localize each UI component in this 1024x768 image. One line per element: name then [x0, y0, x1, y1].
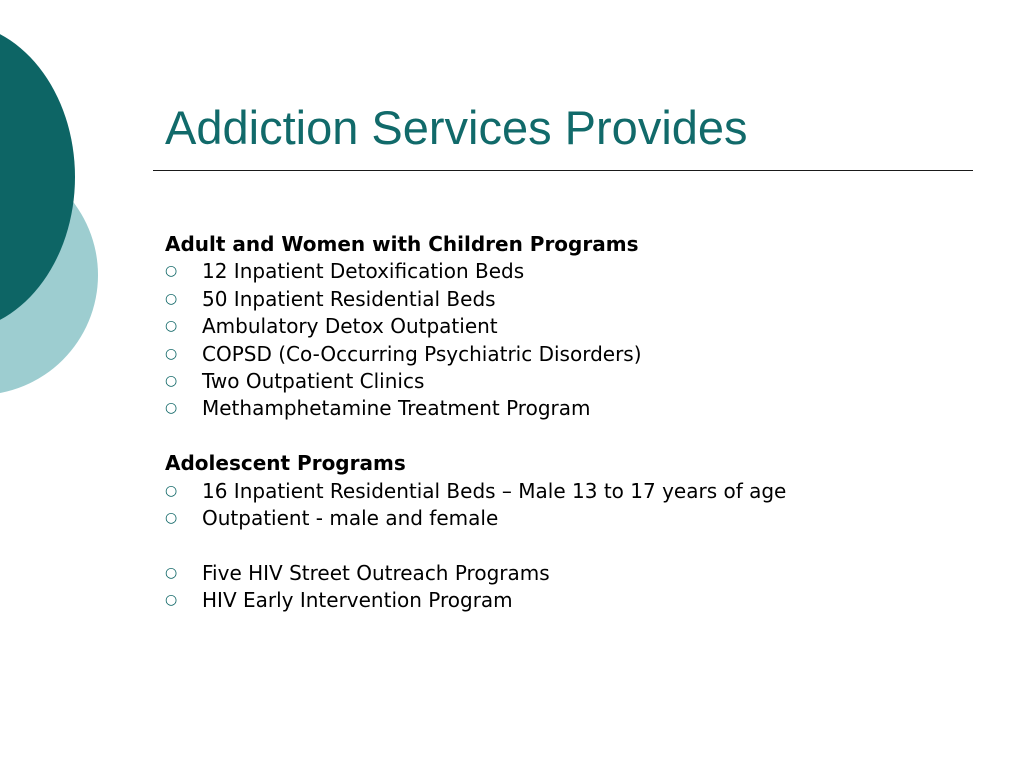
bullet-icon: ○: [165, 509, 178, 526]
list-item-text: HIV Early Intervention Program: [202, 588, 513, 613]
list-item: [165, 505, 985, 532]
list-item: [165, 478, 985, 505]
list-item-text: 16 Inpatient Residential Beds – Male 13 to 17 years of age: [202, 478, 787, 503]
slide-content: [165, 231, 985, 614]
list-item: [165, 341, 985, 368]
spacer: [165, 532, 985, 559]
bullet-icon: ○: [165, 263, 178, 280]
title-divider: [153, 170, 973, 171]
bullet-icon: ○: [165, 592, 178, 609]
list-item: [165, 286, 985, 313]
bullet-icon: ○: [165, 345, 178, 362]
spacer: [165, 423, 985, 450]
section-heading-adolescent-programs: Adolescent Programs: [165, 451, 406, 476]
slide-title: Addiction Services Provides: [165, 101, 748, 154]
bullet-icon: ○: [165, 400, 178, 417]
list-item: [165, 313, 985, 340]
list-item-text: Ambulatory Detox Outpatient: [202, 314, 498, 339]
bullet-icon: ○: [165, 318, 178, 335]
section-heading-adult-programs: Adult and Women with Children Programs: [165, 232, 639, 256]
list-item-text: Outpatient - male and female: [202, 505, 499, 530]
list-item: [165, 368, 985, 395]
list-item-text: Five HIV Street Outreach Programs: [202, 560, 550, 585]
list-item-text: 50 Inpatient Residential Beds: [202, 286, 496, 311]
list-item-text: Methamphetamine Treatment Program: [202, 396, 591, 421]
list-item: [165, 587, 985, 614]
bullet-icon: ○: [165, 564, 178, 581]
bullet-icon: ○: [165, 290, 178, 307]
list-item-text: COPSD (Co-Occurring Psychiatric Disorders): [202, 341, 642, 366]
list-item: [165, 560, 985, 587]
bullet-icon: ○: [165, 372, 178, 389]
list-item: [165, 258, 985, 285]
list-item-text: 12 Inpatient Detoxification Beds: [202, 259, 525, 284]
list-item-text: Two Outpatient Clinics: [202, 368, 425, 393]
list-item: [165, 395, 985, 422]
bullet-icon: ○: [165, 482, 178, 499]
